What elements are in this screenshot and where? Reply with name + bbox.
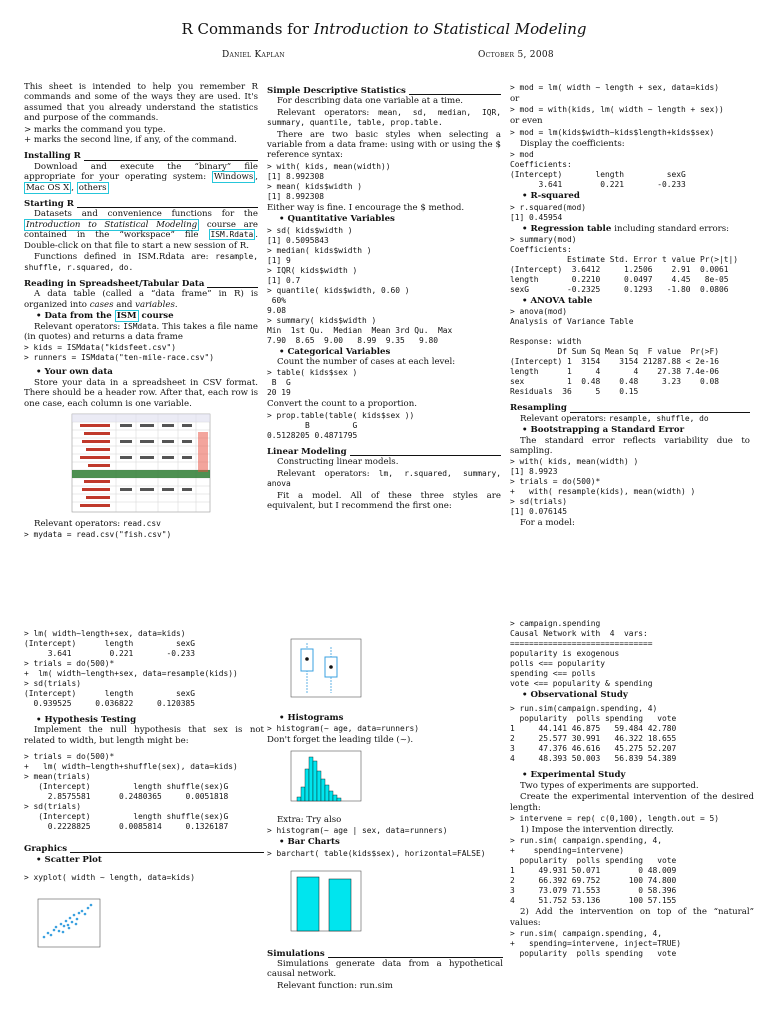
bullet-scatter: • Scatter Plot (36, 854, 102, 865)
heading-resampling: Resampling (510, 403, 750, 413)
code-barchart: > barchart( table(kids$sex), horizontal=FALSE) (267, 848, 486, 858)
column-3 (510, 82, 750, 530)
lin-text: Constructing linear models. (277, 457, 399, 468)
bullet-regression: • Regression table including standard errors: (522, 223, 730, 234)
code-histogram: > histogram(~ age, data=runners) (267, 724, 420, 734)
or-text: or (510, 94, 520, 104)
link-intro-course[interactable]: Introduction to Statistical Modeling (26, 219, 198, 230)
resamp-ops: Relevant operators: resample, shuffle, do (520, 413, 709, 424)
code-coefficients: > mod Coefficients: (Intercept) length sexG 3.641 0.221 -0.233 (510, 150, 686, 190)
sim-ops: Relevant function: run.sim (277, 980, 393, 991)
heading-graphics: Graphics (24, 844, 264, 854)
code-impose: > run.sim( campaign.spending, 4, + spending=intervene) popularity polls spending vote 1 49.931 50.071 0 48.009 2 66.392 69.752 100 74.800 3 73.079 71.553 0 58.396 4 51.752 53.136 100 57.155 (510, 836, 677, 906)
link-ism-rdata[interactable]: ISM.Rdata (210, 230, 254, 240)
exp-text-2: Create the experimental intervention of the desired length: (510, 792, 754, 813)
bullet-experimental: • Experimental Study (522, 770, 626, 781)
code-mod-1: > mod = lm( width ~ length + sex, data=kids) (510, 83, 720, 92)
code-summary: > summary(mod) Coefficients: Estimate Std. Error t value Pr(>|t|) (Intercept) 3.6412 1.2506 2.91 0.0061 length 0.2210 0.0497 4.45 8e-05 sexG -0.2325 0.1293 -1.80 0.0806 (510, 235, 739, 295)
impose-text: 1) Impose the intervention directly. (520, 825, 674, 836)
link-others[interactable]: others (78, 182, 107, 193)
code-mod-2: > mod = with(kids, lm( width ~ length + sex)) (510, 105, 724, 115)
bullet-own-data: • Your own data (36, 367, 113, 378)
or-even-text: or even (510, 116, 543, 127)
cat-text: Count the number of cases at each level: (277, 357, 456, 368)
code-mod-3: > mod = lm(kids$width~kids$length+kids$sex) (510, 127, 715, 137)
code-rsquared: > r.squared(mod) [1] 0.45954 (510, 202, 587, 222)
bullet-bar-charts: • Bar Charts (279, 837, 340, 848)
desc-text-2: There are two basic styles when selecting a variable from a data frame: using with or using the $ reference syntax: (267, 129, 501, 161)
barchart-thumbnail (267, 869, 503, 935)
lin-text-2: Fit a model. All of these three styles are equivalent, but I recommend the first one: (267, 490, 501, 511)
code-table: > table( kids$sex ) B G 20 19 (267, 368, 358, 398)
code-quantitative: > sd( kids$width ) [1] 0.5095843 > median( kids$width ) [1] 9 > IQR( kids$width ) [1] 0.7 > quantile( kids$width, 0.60 ) 60% 9.08 > summary( kids$width ) Min 1st Qu. Median Mean 3rd Qu. Max 7.90 8.65 9.00 8.99 9.35 9.80 (267, 225, 453, 345)
author: Daniel Kaplan (222, 50, 285, 60)
for-model-text: For a model: (520, 518, 575, 529)
page-title: R Commands for Introduction to Statistical Modeling (181, 20, 587, 38)
heading-reading: Reading in Spreadsheet/Tabular Data (24, 279, 258, 289)
bullet-observational: • Observational Study (522, 690, 628, 700)
scatter-plot-thumbnail (24, 897, 104, 959)
install-text: Download and execute the “binary” file appropriate for your operating system: Windows , Mac OS X , others (24, 161, 258, 193)
boot-text: The standard error reflects variability due to sampling. (510, 435, 750, 457)
date: October 5, 2008 (478, 50, 554, 60)
code-ism: > kids = ISMdata("kidsfeet.csv") > runners = ISMdata("ten-mile-race.csv") (24, 343, 215, 363)
sim-text: Simulations generate data from a hypothetical causal network. (267, 959, 503, 980)
hyp-text: Implement the null hypothesis that sex is not related to width, but length might be: (24, 725, 264, 746)
heading-descriptive: Simple Descriptive Statistics (267, 86, 501, 96)
code-bootstrap: > with( kids, mean(width) ) [1] 8.9923 > trials = do(500)* + with( resample(kids), mean(width) ) > sd(trials) [1] 0.076145 (510, 457, 696, 517)
code-hypothesis: > trials = do(500)* + lm( width~length+shuffle(sex), data=kids) > mean(trials) (Intercept) length shuffle(sex)G 2.8575581 0.2480365 0.0051818 > sd(trials) (Intercept) length shuffle(sex)G 0.2228825 0.0085814 0.1326187 (24, 752, 238, 832)
desc-ops: Relevant operators: mean, sd, median, IQR, summary, quantile, table, prop.table. (267, 107, 501, 128)
code-inject: > run.sim( campaign.spending, 4, + spending=intervene, inject=TRUE) popularity polls spending vote (510, 929, 682, 959)
bullet-anova: • ANOVA table (522, 296, 593, 307)
bullet-categorical: • Categorical Variables (279, 346, 391, 357)
add-text: 2) Add the intervention on top of the “natural” values: (510, 907, 754, 928)
own-data-text: Store your data in a spreadsheet in CSV format. There should be a header row. After that, each row is one case, each column is one variable. (24, 377, 258, 409)
link-ism[interactable]: ISM (116, 311, 137, 322)
code-observational: > run.sim(campaign.spending, 4) popularity polls spending vote 1 44.141 46.875 59.484 42.780 2 25.577 30.991 46.322 18.655 3 47.376 46.616 45.275 52.207 4 48.393 50.003 56.839 54.389 (510, 704, 677, 764)
code-with: > with( kids, mean(width)) [1] 8.992308 > mean( kids$width ) [1] 8.992308 (267, 161, 391, 201)
column-4 (24, 628, 264, 962)
code-histogram-2: > histogram(~ age | sex, data=runners) (267, 826, 448, 836)
code-xyplot: > xyplot( width ~ length, data=kids) (24, 873, 196, 883)
heading-simulations: Simulations (267, 949, 503, 959)
heading-installing: Installing R (24, 151, 258, 161)
exp-text-1: Two types of experiments are supported. (520, 780, 699, 791)
column-1 (24, 82, 258, 541)
either-text: Either way is fine. I encourage the $ method. (267, 202, 465, 213)
histogram-thumbnail (267, 749, 503, 807)
start-text: Datasets and convenience functions for the Introduction to Statistical Modeling course are contained in the “workspace” file ISM.Rdata . Double-click on that file to start a new session of R. (24, 209, 259, 251)
code-anova: > anova(mod) Analysis of Variance Table Response: width Df Sum Sq Mean Sq F value Pr(>F) (Intercept) 1 3154 3154 21287.88 < 2e-16 length 1 4 4 27.38 7.4e-06 sex 1 0.48 0.48 3.23 0.08 Residuals 36 5 0.15 (510, 307, 720, 397)
bullet-ism-data: • Data from the ISM course (36, 311, 174, 322)
heading-linear: Linear Modeling (267, 447, 501, 457)
bullet-hypothesis: • Hypothesis Testing (36, 715, 137, 725)
code-campaign: > campaign.spending Causal Network with 4 vars: ============================== popularity is exogenous polls <== popularity spending <== polls vote <== popularity & spending (510, 619, 653, 688)
bullet-quantitative: • Quantitative Variables (279, 214, 395, 225)
column-6 (510, 618, 754, 960)
bullet-rsquared: • R-squared (522, 191, 580, 202)
reading-text: A data table (called a “data frame” in R) is organized into cases and variables. (24, 289, 258, 310)
marks-second: + marks the second line, if any, of the command. (24, 135, 237, 146)
link-windows[interactable]: Windows (213, 172, 254, 183)
boxplot-thumbnail (267, 635, 503, 705)
code-prop-table: > prop.table(table( kids$sex )) B G 0.5128205 0.4871795 (267, 410, 415, 440)
intro-text: This sheet is intended to help you remember R commands and some of the ways they are used. It's assumed that you already understand the statistics and purpose of the commands. (24, 82, 258, 124)
convert-text: Convert the count to a proportion. (267, 399, 417, 410)
desc-text: For describing data one variable at a time. (277, 96, 464, 107)
spreadsheet-thumbnail (24, 412, 258, 516)
extra-text: Extra: Try also (277, 814, 342, 825)
code-intervene: > intervene = rep( c(0,100), length.out = 5) (510, 814, 720, 824)
heading-starting: Starting R (24, 199, 258, 209)
display-text: Display the coefficients: (520, 138, 625, 149)
bullet-bootstrap: • Bootstrapping a Standard Error (522, 425, 685, 436)
code-readcsv: > mydata = read.csv("fish.csv") (24, 530, 172, 540)
ism-ops: Relevant operators: ISMdata. This takes a file name (in quotes) and returns a data frame (24, 321, 258, 342)
bullet-histograms: • Histograms (279, 713, 344, 723)
start-functions: Functions defined in ISM.Rdata are: resample, shuffle, r.squared, do. (24, 252, 259, 272)
column-2 (267, 86, 501, 512)
tilde-note: Don't forget the leading tilde (~). (267, 735, 414, 746)
link-mac[interactable]: Mac OS X (26, 182, 70, 193)
marks-type: > marks the command you type. (24, 124, 166, 135)
code-lm-trials: > lm( width~length+sex, data=kids) (Intercept) length sexG 3.641 0.221 -0.233 > trials = do(500)* + lm( width~length+sex, data=resample(kids)) > sd(trials) (Intercept) length sexG 0.939525 0.036822 0.120385 (24, 629, 238, 708)
readcsv-ops: Relevant operators: read.csv (34, 518, 161, 529)
lin-ops: Relevant operators: lm, r.squared, summary, anova (267, 468, 501, 489)
column-5 (267, 632, 503, 992)
